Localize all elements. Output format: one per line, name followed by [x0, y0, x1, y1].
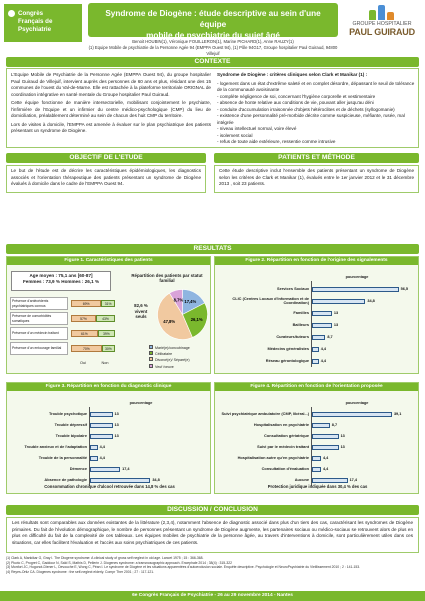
bar-value: 4,4 [320, 346, 327, 351]
bar-value: 4,4 [99, 445, 105, 449]
figure-2-title-text: Figure 2. Répartition en fonction de l'origine des signalements [245, 258, 388, 263]
contexte-left-text [11, 72, 211, 137]
bar-label: Services Sociaux [276, 285, 309, 291]
pie-title: Répartition des patients par statut familial [131, 273, 203, 283]
characteristic-label: Présence d'un médecin traitant [10, 327, 68, 340]
title-line-2: mobile de psychiatrie du sujet âgé [146, 31, 280, 41]
characteristic-bar-oui: 61% [71, 330, 98, 337]
figure-2 [214, 256, 419, 374]
discussion-text: Les résultats sont comparables aux données existantes de la littérature (2,3,4), notamment l'absence de diagnostic associé dans plus d'un tiers des cas, caractérisant les syndromes de Diogène primaires. Du fait de l'évolution démographique, le nombre de personnes présentant un syndrome de Diogène augmente, les partenaires sociaux ou médico-sociaux se retrouvent alors de plus en plus en difficulté du fait de la complexité de ces tableaux. Les équipes mobiles de psychiatrie de la personne âgée, au travers d'interventions à domicile, sont particulièrement utiles dans ces situations, car elles facilitent l'évaluation et l'accès aux soins psychiatriques de ces patients. [6, 517, 419, 553]
bar-value: 13 [333, 310, 339, 315]
figure-4-title [215, 383, 418, 391]
hospital-mark-icon [367, 4, 397, 20]
diogene-criteria-intro: Syndrome de Diogène : critères cliniques selon Clark et Manikar (1) : [217, 72, 368, 77]
contexte-paragraph: Lors de visites à domicile, l'EMPPA est amenée à évaluer sur le plan psychiatrique des patients présentant un syndrome de Diogène. [11, 121, 211, 134]
figure-2-title [215, 257, 418, 265]
bar-value: 13 [114, 423, 119, 427]
criteria-item: - refus de toute aide extérieure, ressentie comme intrusive [217, 139, 336, 145]
hospital-name: PAUL GUIRAUD [349, 27, 415, 37]
characteristic-bar-non: 30% [102, 345, 115, 352]
bar [90, 467, 120, 472]
author-affiliation: (1) Equipe Mobile de psychiatrie de la Personne Agée 94 (EMPPA Ouest 94), (1) Pôle 94G17, Groupe hospitalier Paul Guiraud, 94800 Villejuif [88, 44, 338, 56]
bar-label: Hospitalisation en psychiatrie [253, 422, 309, 428]
bar [312, 347, 319, 352]
pie-slice-label: 26,1% [190, 317, 203, 323]
legend-swatch-icon [149, 357, 153, 361]
bar-label: Familles [293, 309, 309, 315]
bar-label: Suivi psychiatrique ambulatoire (CMP, libéral...) [221, 411, 309, 417]
characteristic-bar-oui: 70% [71, 345, 102, 352]
diagnostic-chart [7, 401, 212, 483]
characteristic-bar-oui: 69% [71, 300, 101, 307]
contexte-right-text [217, 72, 415, 146]
characteristic-label: Présence d'un entourage familial [10, 342, 68, 355]
sex-ratio: Femmes : 73,9 % Hommes : 26,1 % [22, 279, 100, 285]
characteristic-bar-non: 43% [96, 315, 115, 322]
bar [312, 359, 319, 364]
pie-legend-label: Célibataire [155, 352, 173, 357]
bar-label: Médecins généralistes [267, 345, 309, 351]
title-line-1: Syndrome de Diogène : étude descriptive au sein d'une équipe [105, 9, 321, 30]
figure-3-title-text: Figure 3. Répartition en fonction du diagnostic clinique [45, 384, 172, 389]
bar-label: Suivi par le médecin traitant [257, 444, 309, 450]
bar [90, 423, 113, 428]
contexte-paragraph: Cette équipe fonctionne de manière intersectorielle, mobilisant conjointement le psychiatre, l'infirmière de l'Equipe et un infirmier du centre médico-psychologique (CMP) du lieu de domiciliation, préalablement déterminé au sein de chacun des huit CMP du territoire. [11, 100, 211, 119]
references [6, 556, 419, 574]
methode-text: Cette étude descriptive inclut l'ensemble des patients présentant un syndrome de Diogène selon les critères de Clark et Manikar (1), évalués entre le 1er janvier 2012 et le 31 décembre 2013 , soit 23 patients. [214, 165, 419, 193]
author-names: Benoit HOUBIN(1), Véronique FOUILLERON(1), Marine PICHARD(1), Anne RAUZY(1) [132, 39, 294, 44]
bar [90, 434, 113, 439]
reference-item: (1) Clark A, Mankikar G, Gray I. The Diogene syndrome: A clinical study of gross self neglect in old age. Lancet 1975 ; 15 : 366-368. [6, 556, 204, 560]
bar [312, 335, 325, 340]
hospital-logo [342, 3, 422, 45]
pie-legend-item [149, 364, 211, 370]
contexte-box [6, 68, 419, 148]
resultats-header: RESULTATS [6, 244, 419, 254]
bar [312, 434, 339, 439]
figure-4-title-text: Figure 4. Répartition en fonction de l'orientation proposée [250, 384, 383, 389]
bar [90, 445, 98, 450]
bar-value: 13 [333, 322, 339, 327]
characteristics-columns [70, 361, 118, 365]
bar-label: Absence de pathologie [44, 477, 87, 483]
pie-legend-label: Marié(e)/concubinage [155, 346, 190, 350]
bar [312, 311, 332, 316]
bar-label: Trouble dépressif [54, 422, 87, 428]
bar-label: Curateurs/tuteurs [276, 333, 309, 339]
diogene-criteria-list [217, 81, 415, 146]
pie-slice-label: 8,7% [173, 297, 184, 303]
authors-block [88, 39, 338, 57]
figure-1-title: Figure 1. Caractéristiques des patients [7, 257, 210, 265]
objectif-text: Le but de l'étude est de décrire les caractéristiques épidémiologiques, les diagnostics associés et l'orientation thérapeutique des patients présentant un syndrome de Diogène évalués à domicile dans le cadre de l'EMPPA Ouest 94. [6, 165, 206, 193]
bar-value: 4,4 [99, 456, 105, 460]
bar [90, 456, 98, 461]
characteristics-table [10, 297, 118, 357]
family-status-pie [155, 287, 210, 342]
characteristic-bar-non: 31% [101, 300, 115, 307]
bar-label: Bailleurs [292, 321, 309, 327]
logo-line-3: Psychiatrie [18, 25, 52, 33]
criteria-item: - isolement social [217, 132, 253, 138]
signalement-chart [215, 275, 420, 373]
logo-dot-icon [8, 10, 15, 17]
legend-swatch-icon [149, 351, 153, 355]
bar-label: Réseau gérontologique [265, 357, 309, 363]
bar-value: 17,4 [349, 478, 357, 482]
alcohol-caption: Consommation chronique d'alcool retrouvée dans 14,8 % des cas [44, 484, 175, 489]
figure-4 [214, 382, 419, 494]
bar-label: CLIC (Centres Locaux d'Information et de Coordination) [232, 295, 309, 305]
figure-3-title [7, 383, 210, 391]
criteria-item: - niveau intellectuel normal, voire élevé [217, 126, 297, 132]
bar-label: Consultation d'évaluation [261, 466, 309, 472]
bar-value: 13 [114, 412, 119, 416]
characteristic-label: Présence de comorbidités somatiques [10, 312, 68, 325]
contexte-paragraph: L'Equipe Mobile de Psychiatrie de la Personne Agée (EMPPA Ouest 94), du groupe hospitalier Paul Guiraud de Villejuif, intervient auprès des personnes de 60 ans et plus, résidant une des 15 communes de l'ouest du Val-de-Marne. Elle est rattachée à la plateforme territoriale ORIGNAL de coordination intégrative en santé mentale du Groupe hospitalier Paul Guiraud. [11, 72, 211, 97]
bar [312, 323, 332, 328]
pie-legend-label: Divorcé(e)/ Séparé(e) [155, 358, 190, 363]
bar [312, 445, 339, 450]
bar-value: 17,4 [122, 467, 130, 471]
poster-title [88, 3, 338, 41]
characteristic-label: Présence d'antécédents psychiatriques connus [10, 297, 68, 310]
pie-slice-label: 47,8% [163, 318, 176, 324]
orientation-chart [215, 401, 420, 483]
pie-slice-label: 17,4% [184, 299, 197, 305]
bar-label: Trouble psychotique [48, 411, 87, 417]
bar-value: 13 [340, 434, 345, 438]
bar [312, 299, 365, 304]
contexte-header: CONTEXTE [6, 57, 419, 67]
bar-value: 56,5 [400, 286, 409, 291]
characteristic-bar-oui: 57% [71, 315, 96, 322]
bar [90, 412, 113, 417]
bar-value: 8,7 [331, 423, 338, 427]
col-oui-label: Oui [80, 361, 86, 365]
hospital-group-label: GROUPE HOSPITALIER [352, 21, 412, 27]
reference-item: (4) Reyes-Ortiz CA. Diogenes syndrome : the self-neglect elderly. Compr Ther 2001 ; 27 : 117-121. [6, 569, 155, 574]
bar [312, 478, 348, 483]
pie-legend-label: Veuf /veuve [155, 364, 174, 369]
bar [312, 456, 321, 461]
figure-3 [6, 382, 211, 494]
bar [90, 478, 150, 483]
chart-unit-label: pourcentage [129, 401, 153, 405]
reference-item: (2) Pluvio C, Progret C, Gaddour N, Saïd S, Mathis D, Pellerin J. Diogenes syndrome: a transnosographic approach. Encephale 2014 ; 38(4) : 315-322 [6, 560, 232, 565]
discussion-header: DISCUSSION / CONCLUSION [6, 505, 419, 515]
figure-1 [6, 256, 211, 374]
bar-label: Aucune [294, 477, 309, 483]
legend-swatch-icon [149, 345, 153, 349]
age-sex-summary [11, 271, 111, 291]
bar-label: Hospitalisation autre qu'en psychiatrie [237, 455, 309, 461]
bar [312, 467, 321, 472]
bar-value: 13 [340, 445, 345, 449]
logo-line-1: Congrès [18, 10, 44, 17]
col-non-label: Non [101, 361, 109, 365]
criteria-item: - complète négligence de soi, concernant l'hygiène corporelle et vestimentaire [217, 93, 376, 99]
objectif-header: OBJECTIF DE L'ETUDE [6, 153, 206, 163]
pie-center-label: 82,6 % vivent seuls [134, 303, 148, 320]
bar-label: Démence [69, 466, 87, 472]
characteristic-bar-non: 39% [98, 330, 115, 337]
criteria-item: - absence de honte relative aux conditions de vie, pouvant aller jusqu'au déni [217, 100, 374, 106]
bar [312, 287, 399, 292]
reference-item: (3) Monfort JC, Hugonot-Diener L, Devouche E, Wong C, Péan I. Le syndrome de Diogène et les situations apparentées d'autoexclusion sociale. Enquête descriptive. Psychologie et NeuroPsychiatrie du Vieillissement 2010 ; 2 : 141-153. [6, 565, 361, 570]
bar-value: 4,4 [322, 467, 329, 471]
bar-value: 4,4 [322, 456, 329, 460]
bar-label: Consultation gériatrique [264, 433, 309, 439]
age-mean: Age moyen : 75,1 ans [60-87] [29, 273, 93, 278]
bar-value: 4,4 [320, 358, 327, 363]
bar-value: 8,7 [327, 334, 333, 339]
bar-label: Trouble de la personnalité [38, 455, 87, 461]
bar-label: Trouble anxieux et de l'adaptation [24, 444, 87, 450]
bar-value: 34,8 [152, 478, 160, 482]
legal-protection-caption: Protection juridique indiquée dans 30,4 % des cas [267, 484, 368, 489]
legend-swatch-icon [149, 364, 153, 368]
criteria-item: - conduite d'accumulation irraisonnée d'objets hétéroclites et de déchets (syllogomanie) [217, 106, 395, 112]
bar-value: 39,1 [393, 412, 402, 416]
logo-line-2: Français de [18, 17, 53, 25]
criteria-item: - existence d'une personnalité pré-morbide décrite comme suspicieuse, méfiante, rusée, mal intégrée [217, 113, 405, 125]
congress-logo [4, 4, 82, 42]
bar [312, 412, 392, 417]
chart-unit-label: pourcentage [345, 401, 369, 405]
criteria-item: - logement dans un état d'extrême saleté et en complet désordre, dépassant le seuil de tolérance de la communauté avoisinante [217, 80, 415, 93]
bar-label: Trouble bipolaire [55, 433, 87, 439]
chart-unit-label: pourcentage [345, 275, 369, 279]
methode-header: PATIENTS ET MÉTHODE [214, 153, 419, 163]
bar-value: 34,8 [367, 298, 375, 303]
bar-value: 13 [114, 434, 119, 438]
pie-legend [149, 345, 211, 370]
bar [312, 423, 330, 428]
footer-banner: 6e Congrès Français de Psychiatrie - 26 au 29 novembre 2014 - Nantes [0, 591, 425, 601]
